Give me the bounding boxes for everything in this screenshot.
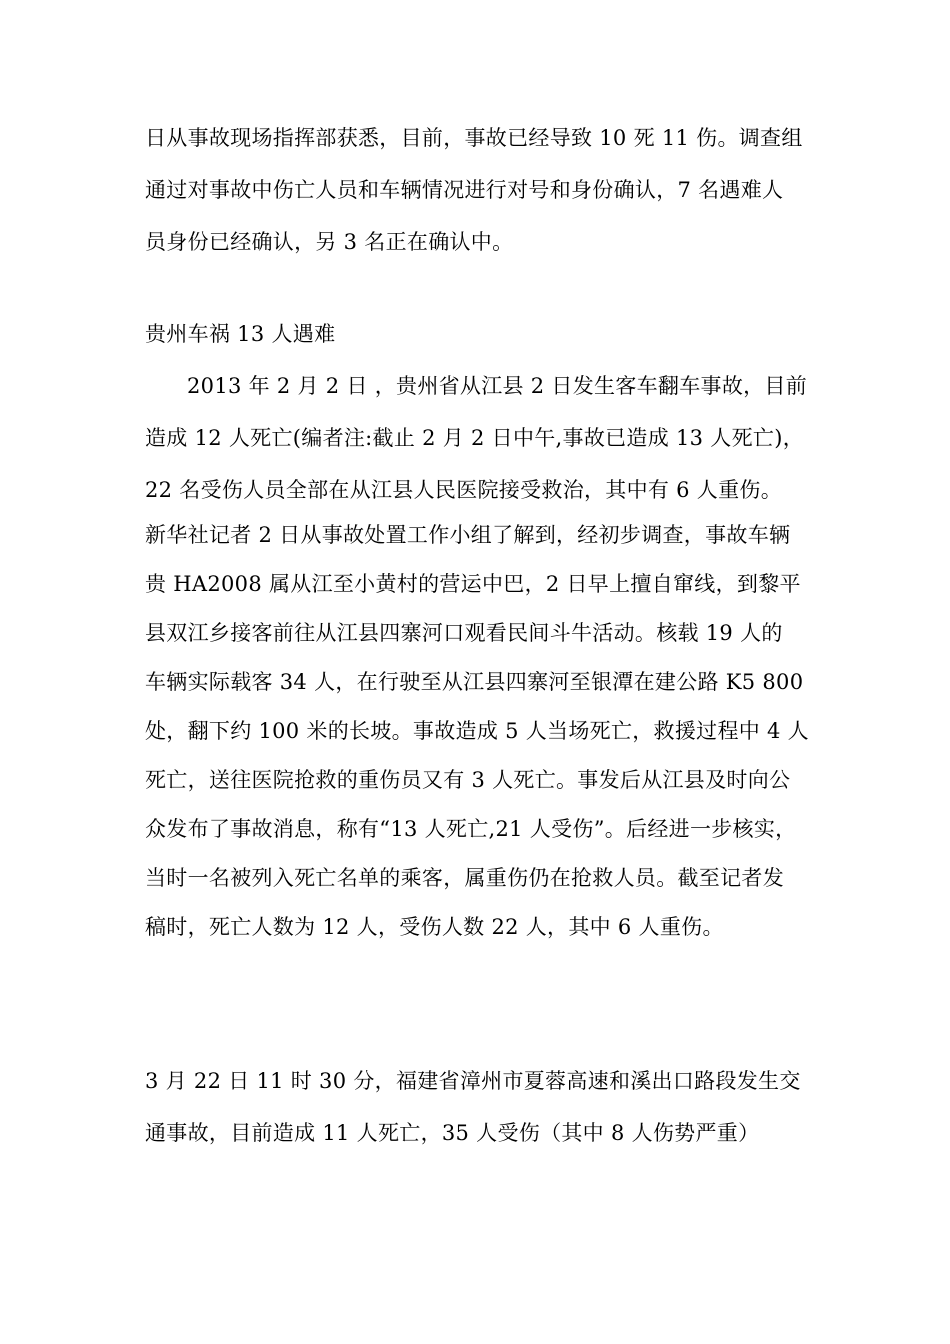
paragraph-2-line-12: 稿时，死亡人数为 12 人，受伤人数 22 人，其中 6 人重伤。 bbox=[145, 915, 724, 939]
paragraph-2-line-3: 22 名受伤人员全部在从江县人民医院接受救治，其中有 6 人重伤。 bbox=[145, 478, 783, 502]
paragraph-2-line-4: 新华社记者 2 日从事故处置工作小组了解到，经初步调查，事故车辆 bbox=[145, 523, 791, 547]
paragraph-2-line-11: 当时一名被列入死亡名单的乘客，属重伤仍在抢救人员。截至记者发 bbox=[145, 866, 784, 890]
paragraph-2-line-10: 众发布了事故消息，称有“13 人死亡,21 人受伤”。后经进一步核实， bbox=[145, 817, 797, 841]
paragraph-3-line-2: 通事故，目前造成 11 人死亡，35 人受伤（其中 8 人伤势严重） bbox=[145, 1121, 760, 1145]
paragraph-2-line-1: 2013 年 2 月 2 日 ，贵州省从江县 2 日发生客车翻车事故，目前 bbox=[187, 374, 808, 398]
paragraph-2-line-2: 造成 12 人死亡(编者注:截止 2 月 2 日中午,事故已造成 13 人死亡)， bbox=[145, 426, 805, 450]
paragraph-1-line-2: 通过对事故中伤亡人员和车辆情况进行对号和身份确认，7 名遇难人 bbox=[145, 178, 784, 202]
paragraph-3-line-1: 3 月 22 日 11 时 30 分，福建省漳州市夏蓉高速和溪出口路段发生交 bbox=[145, 1069, 801, 1093]
heading-guizhou-accident: 贵州车祸 13 人遇难 bbox=[145, 322, 336, 346]
paragraph-2-line-7: 车辆实际载客 34 人，在行驶至从江县四寨河至银潭在建公路 K5 800 bbox=[145, 670, 804, 694]
paragraph-2-line-5: 贵 HA2008 属从江至小黄村的营运中巴，2 日早上擅自窜线，到黎平 bbox=[145, 572, 801, 596]
paragraph-2-line-8: 处，翻下约 100 米的长坡。事故造成 5 人当场死亡，救援过程中 4 人 bbox=[145, 719, 809, 743]
paragraph-2-line-9: 死亡，送往医院抢救的重伤员又有 3 人死亡。事发后从江县及时向公 bbox=[145, 768, 791, 792]
paragraph-1-line-3: 员身份已经确认，另 3 名正在确认中。 bbox=[145, 230, 514, 254]
paragraph-1-line-1: 日从事故现场指挥部获悉，目前，事故已经导致 10 死 11 伤。调查组 bbox=[145, 126, 803, 150]
paragraph-2-line-6: 县双江乡接客前往从江县四寨河口观看民间斗牛活动。核载 19 人的 bbox=[145, 621, 783, 645]
